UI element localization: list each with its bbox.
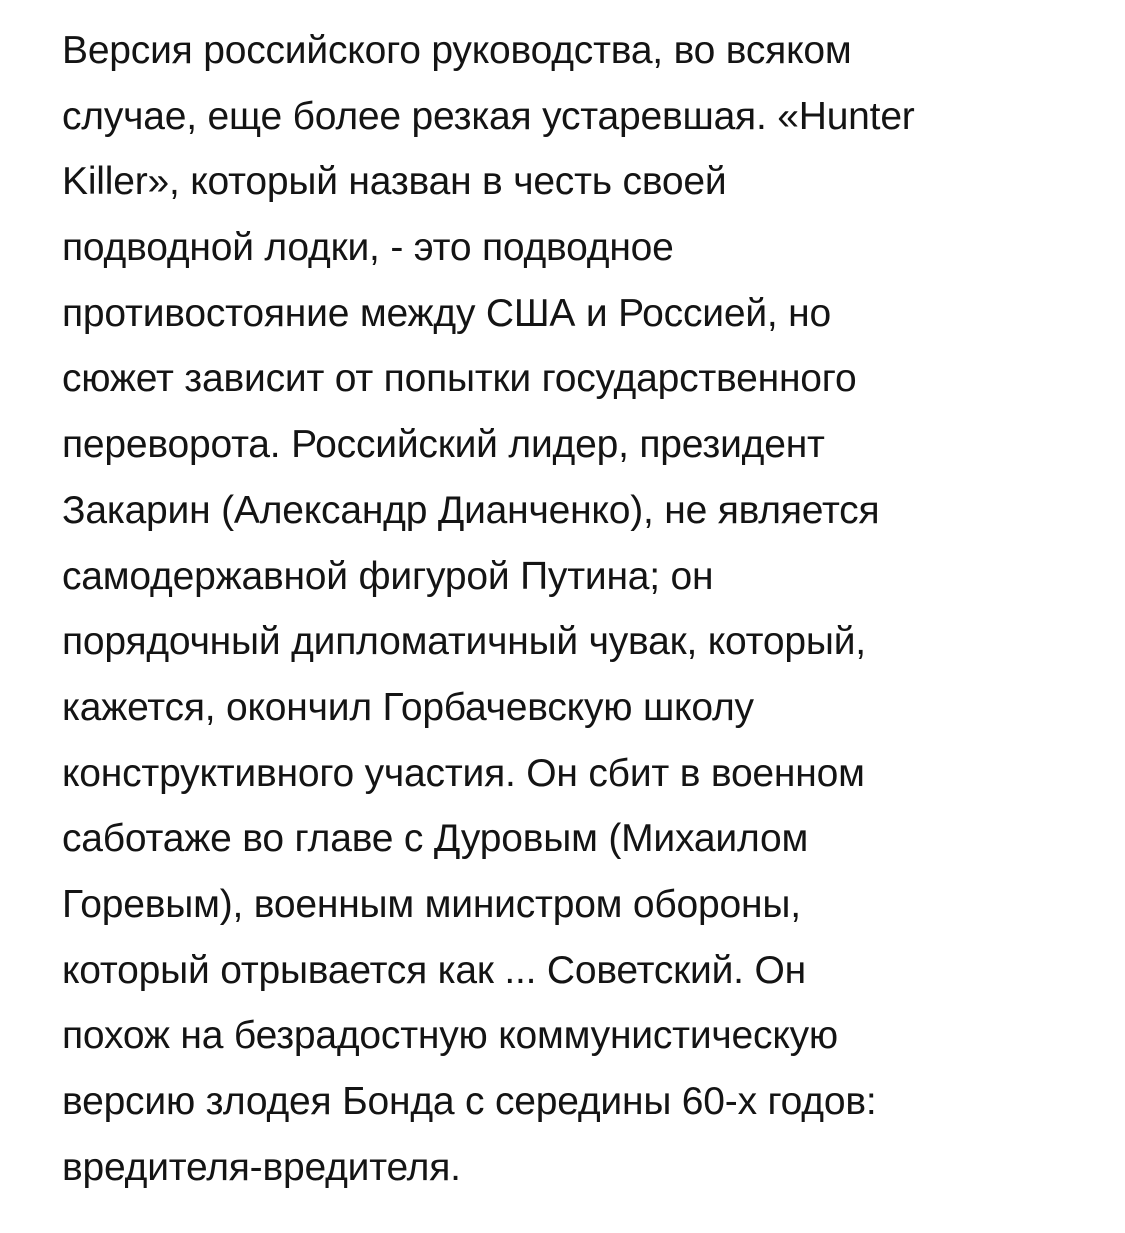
text-line: Killer», который назван в честь своей — [62, 160, 727, 204]
text-line: похож на безрадостную коммунистическую — [62, 1014, 838, 1058]
text-line: случае, еще более резкая устаревшая. «Hunter — [62, 94, 915, 138]
article-paragraph — [62, 18, 1102, 1200]
text-line: Версия российского руководства, во всяком — [62, 29, 852, 72]
text-line: переворота. Российский лидер, президент — [62, 423, 825, 467]
text-line: саботаже во главе с Дуровым (Михаилом — [62, 817, 809, 861]
text-line: противостояние между США и Россией, но — [62, 291, 832, 335]
text-line: подводной лодки, - это подводное — [62, 226, 674, 270]
text-line: кажется, окончил Горбачевскую школу — [62, 685, 754, 729]
text-line: самодержавной фигурой Путина; он — [62, 554, 714, 598]
text-line: версию злодея Бонда с середины 60-х годов: — [62, 1080, 877, 1123]
text-line: который отрывается как ... Советский. Он — [62, 948, 806, 992]
text-line: конструктивного участия. Он сбит в военном — [62, 751, 865, 795]
text-line: порядочный дипломатичный чувак, который, — [62, 620, 866, 664]
text-line: Горевым), военным министром обороны, — [62, 882, 801, 926]
text-line: сюжет зависит от попытки государственного — [62, 357, 857, 401]
text-line: вредителя-вредителя. — [62, 1145, 461, 1189]
text-line: Закарин (Александр Дианченко), не является — [62, 488, 880, 532]
